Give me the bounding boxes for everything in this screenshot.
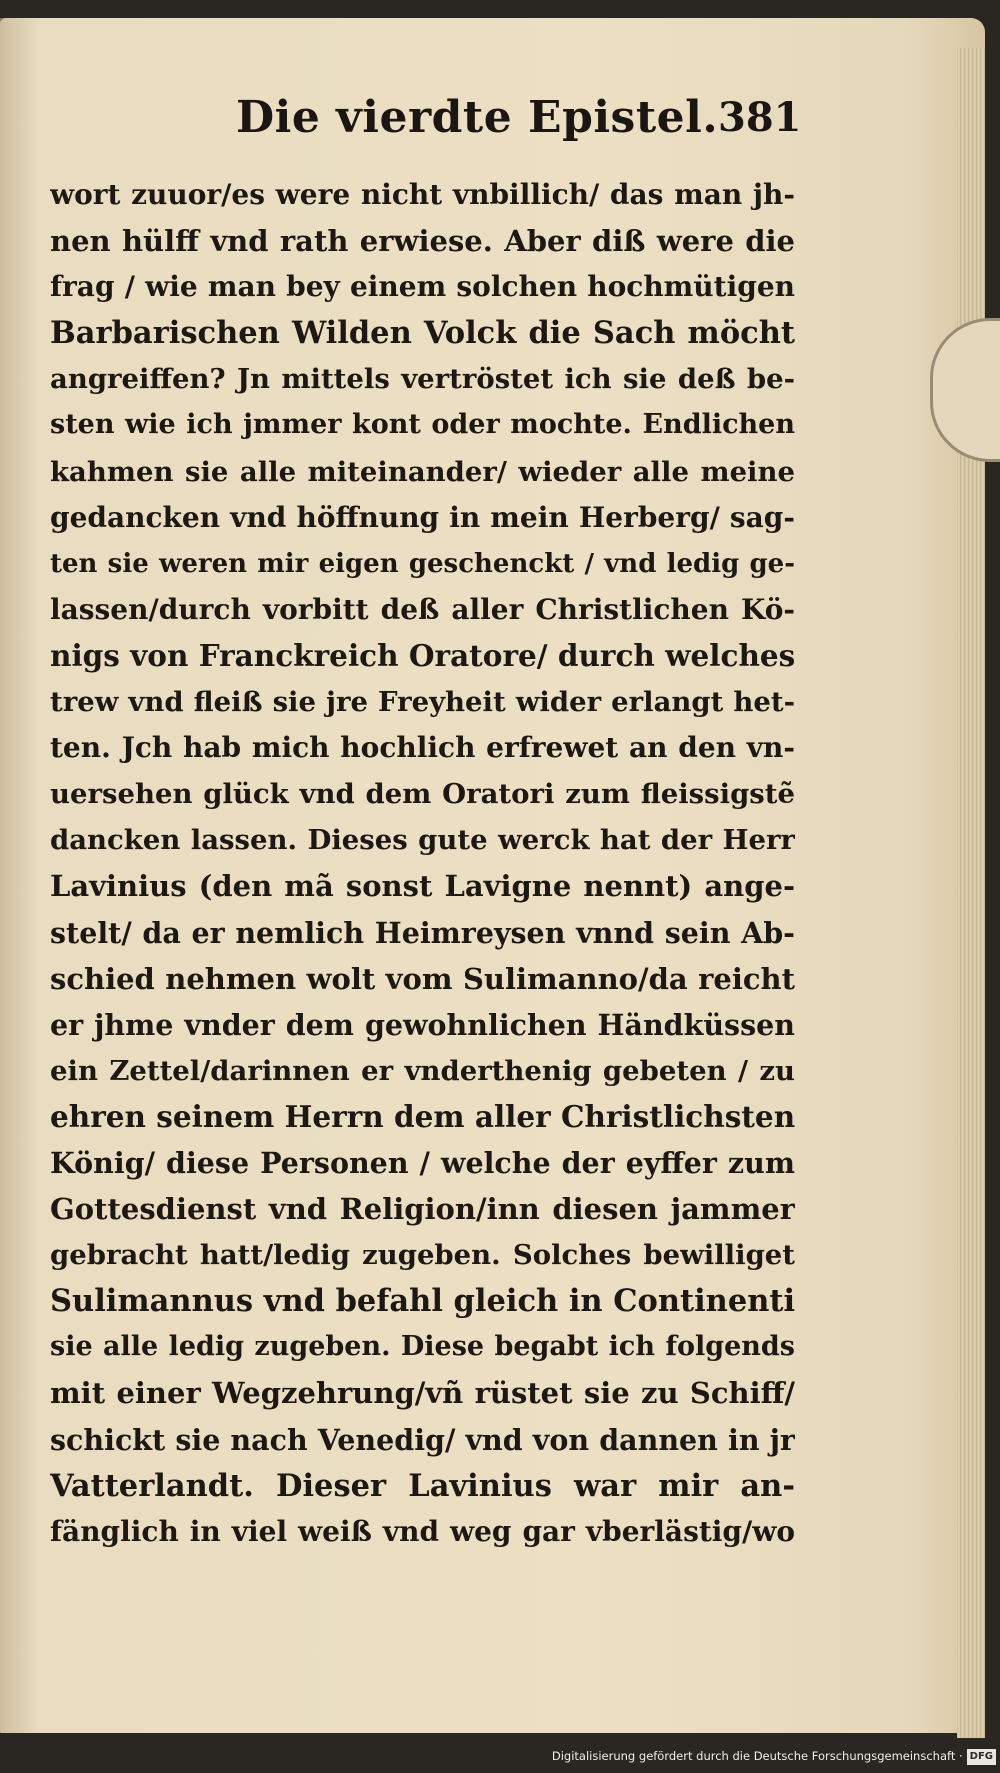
text-line: wort zuuor/es were nicht vnbillich/ das man jh- xyxy=(50,178,795,211)
text-line: angreiffen? Jn mittels vertröstet ich sie deß be- xyxy=(50,363,795,396)
text-line: Barbarischen Wilden Volck die Sach möcht xyxy=(50,315,795,352)
text-line: sie alle ledig zugeben. Diese begabt ich folgends xyxy=(50,1331,795,1363)
text-line: nen hülff vnd rath erwiese. Aber diß were die xyxy=(50,224,795,259)
text-line: ten sie weren mir eigen geschenckt / vnd ledig ge- xyxy=(50,548,795,579)
text-line: gebracht hatt/ledig zugeben. Solches bewilliget xyxy=(50,1239,795,1272)
text-line: frag / wie man bey einem solchen hochmütigen xyxy=(50,270,795,304)
text-line: sten wie ich jmmer kont oder mochte. Endlichen xyxy=(50,409,795,441)
text-line: stelt/ da er nemlich Heimreysen vnnd sein Ab- xyxy=(50,915,795,950)
text-line: König/ diese Personen / welche der eyffer zum xyxy=(50,1145,795,1180)
text-line: Lavinius (den mã sonst Lavigne nennt) ange- xyxy=(50,869,795,904)
text-line: trew vnd fleiß sie jre Freyheit wider erlangt het- xyxy=(50,686,795,719)
text-line: mit einer Wegzehrung/vñ rüstet sie zu Schiff/ xyxy=(50,1376,795,1411)
text-line: Gottesdienst vnd Religion/inn diesen jammer xyxy=(50,1192,795,1227)
body-text xyxy=(50,172,795,1555)
text-line: nigs von Franckreich Oratore/ durch welches xyxy=(50,637,795,673)
text-line: dancken lassen. Dieses gute werck hat der Herr xyxy=(50,824,795,857)
text-line: schickt sie nach Venedig/ vnd von dannen in jr xyxy=(50,1422,795,1457)
text-line: schied nehmen wolt vom Sulimanno/da reicht xyxy=(50,961,795,996)
text-line: gedancken vnd höffnung in mein Herberg/ sag- xyxy=(50,500,795,534)
text-line: er jhme vnder dem gewohnlichen Händküssen xyxy=(50,1007,795,1042)
text-line: ten. Jch hab mich hochlich erfrewet an den vn- xyxy=(50,731,795,765)
text-line: fänglich in viel weiß vnd weg gar vberlästig/wo xyxy=(50,1514,795,1548)
text-line: Vatterlandt. Dieser Lavinius war mir an- xyxy=(50,1467,795,1504)
text-line: kahmen sie alle miteinander/ wieder alle meine xyxy=(50,455,795,488)
text-line: lassen/durch vorbitt deß aller Christlichen Kö- xyxy=(50,592,795,626)
running-head: Die vierdte Epistel. xyxy=(236,92,719,143)
credit-text: Digitalisierung gefördert durch die Deutsche Forschungsgemeinschaft · xyxy=(551,1749,963,1763)
text-line: uersehen glück vnd dem Oratori zum fleissigstẽ xyxy=(50,778,795,811)
digitization-credit xyxy=(552,1743,996,1769)
dfg-logo: DFG xyxy=(967,1749,996,1765)
text-line: ein Zettel/darinnen er vnderthenig gebeten / zu xyxy=(50,1054,795,1087)
text-line: ehren seinem Herrn dem aller Christlichsten xyxy=(50,1098,795,1134)
page-edges xyxy=(957,48,985,1738)
text-line: Sulimannus vnd befahl gleich in Continenti xyxy=(50,1283,795,1320)
page-number: 381 xyxy=(718,94,802,141)
